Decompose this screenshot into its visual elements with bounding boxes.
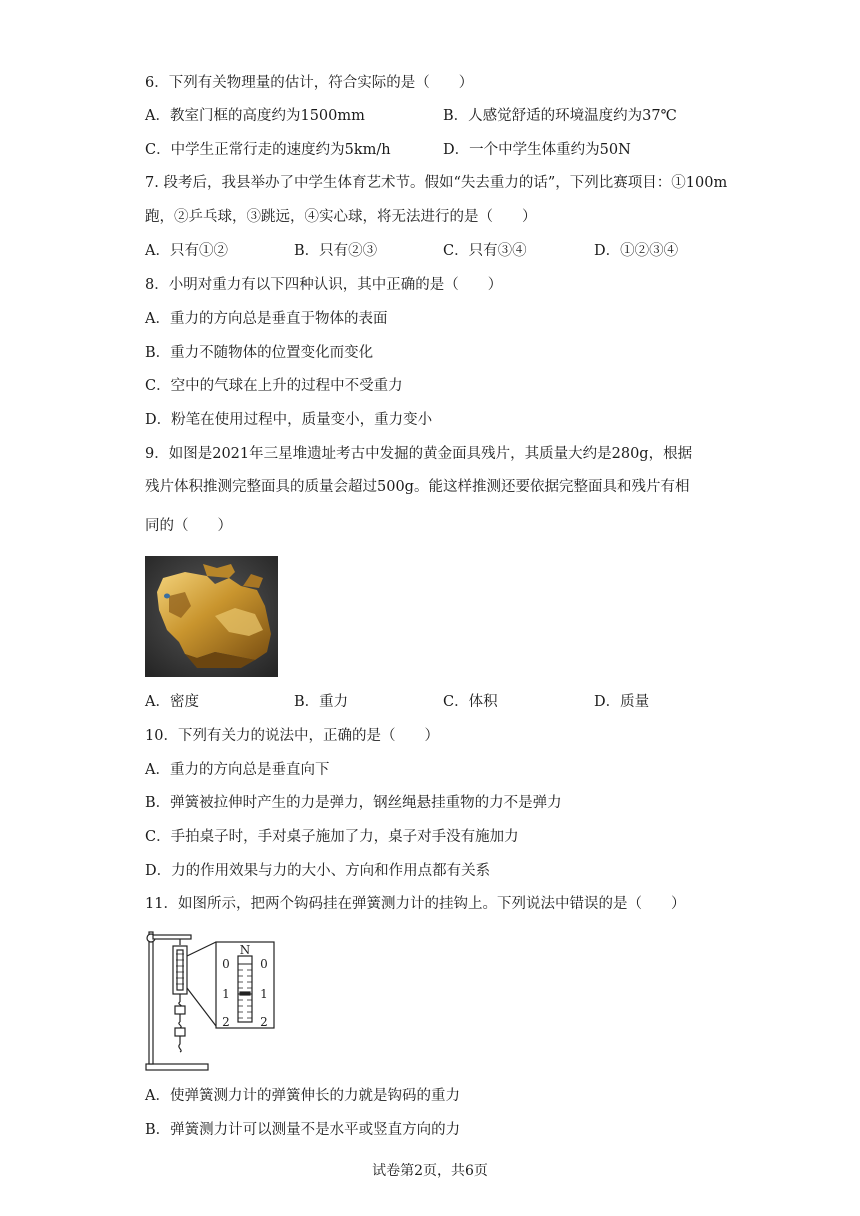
scale-left-tick-2: 2 [222,1015,230,1029]
q9-stem-line3: 同的（ ） [145,518,232,534]
q11-option-a: A．使弹簧测力计的弹簧伸长的力就是钩码的重力 [145,1088,460,1104]
q10-option-c: C．手拍桌子时，手对桌子施加了力，桌子对手没有施加力 [145,829,519,845]
q8-stem: 8．小明对重力有以下四种认识，其中正确的是（ ） [145,277,503,293]
q7-option-d: D．①②③④ [594,243,679,259]
scale-left-tick-0: 0 [222,957,230,971]
q7-option-b: B．只有②③ [294,243,378,259]
page-footer: 试卷第2页，共6页 [372,1163,488,1179]
scale-unit-label: N [239,943,251,957]
q6-stem: 6．下列有关物理量的估计，符合实际的是（ ） [145,75,474,91]
q9-option-d: D．质量 [594,694,650,710]
q9-stem-line2: 残片体积推测完整面具的质量会超过500g。能这样推测还要依据完整面具和残片有相 [145,479,690,495]
q8-option-b: B．重力不随物体的位置变化而变化 [145,345,374,361]
q9-stem-line1: 9．如图是2021年三星堆遗址考古中发掘的黄金面具残片，其质量大约是280g，根据 [145,446,693,462]
q6-option-b: B．人感觉舒适的环境温度约为37℃ [443,108,677,124]
q10-stem: 10．下列有关力的说法中，正确的是（ ） [145,728,439,744]
q8-option-c: C．空中的气球在上升的过程中不受重力 [145,378,403,394]
spring-scale-figure [140,924,280,1076]
q7-option-c: C．只有③④ [443,243,527,259]
q8-option-d: D．粉笔在使用过程中，质量变小，重力变小 [145,412,433,428]
q8-option-a: A．重力的方向总是垂直于物体的表面 [145,311,388,327]
q6-option-c: C．中学生正常行走的速度约为5km/h [145,142,391,158]
q10-option-a: A．重力的方向总是垂直向下 [145,762,330,778]
scale-left-tick-1: 1 [222,987,230,1001]
q11-stem: 11．如图所示，把两个钩码挂在弹簧测力计的挂钩上。下列说法中错误的是（ ） [145,896,686,912]
scale-right-tick-0: 0 [260,957,268,971]
q10-option-b: B．弹簧被拉伸时产生的力是弹力，钢丝绳悬挂重物的力不是弹力 [145,795,562,811]
q7-option-a: A．只有①② [145,243,228,259]
q7-stem-line2: 跑，②乒乓球，③跳远，④实心球，将无法进行的是（ ） [145,209,537,225]
q7-stem-line1: 7. 段考后，我县举办了中学生体育艺术节。假如“失去重力的话”，下列比赛项目：①100m [145,175,728,191]
q10-option-d: D．力的作用效果与力的大小、方向和作用点都有关系 [145,863,491,879]
q11-option-b: B．弹簧测力计可以测量不是水平或竖直方向的力 [145,1122,461,1138]
q6-option-d: D．一个中学生体重约为50N [443,142,631,158]
q6-option-a: A．教室门框的高度约为1500mm [145,108,365,124]
q9-option-a: A．密度 [145,694,199,710]
scale-right-tick-2: 2 [260,1015,268,1029]
q9-option-b: B．重力 [294,694,349,710]
q9-option-c: C．体积 [443,694,498,710]
scale-right-tick-1: 1 [260,987,268,1001]
gold-mask-photo [145,556,278,677]
